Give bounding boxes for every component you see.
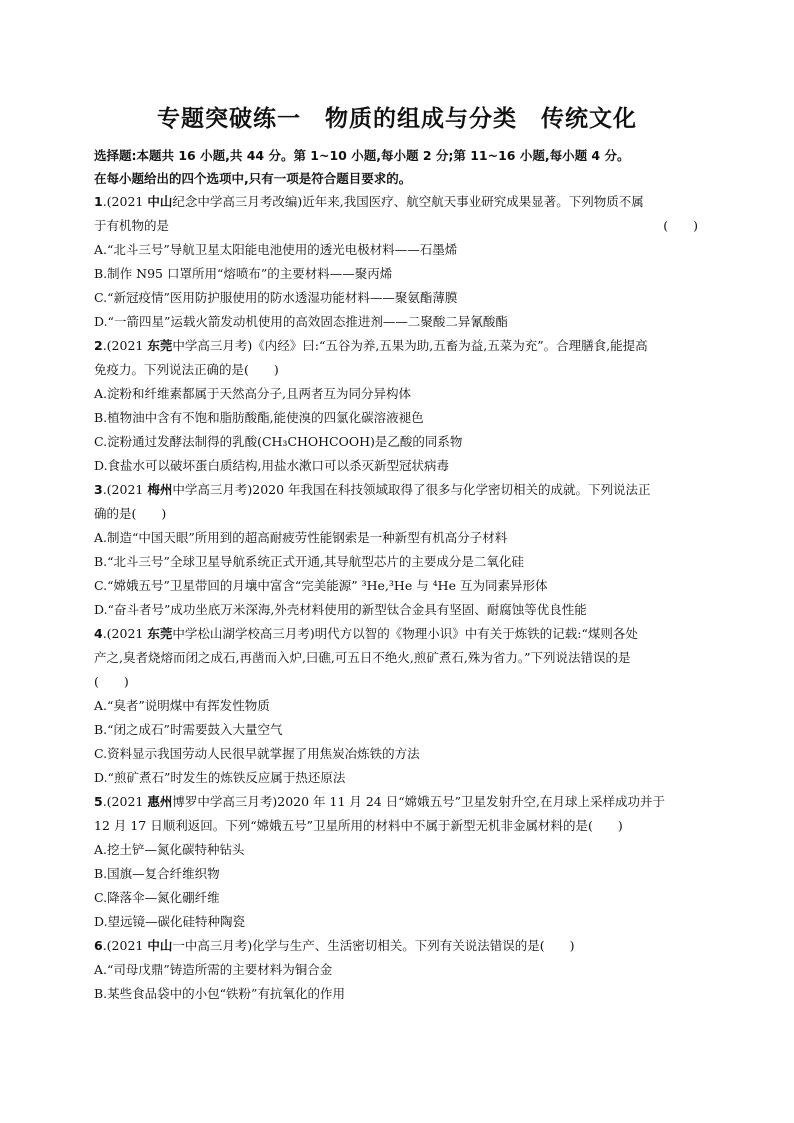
option-d: D.“奋斗者号”成功坐底万米深海,外壳材料使用的新型钛合金具有坚固、耐腐蚀等优良性能 (94, 602, 587, 617)
option-b: B.植物油中含有不饱和脂肪酸酯,能使溴的四氯化碳溶液褪色 (94, 410, 424, 425)
question-source-city: 中山 (147, 194, 173, 209)
question-text: 一中高三月考)化学与生产、生活密切相关。下列有关说法错误的是( ) (172, 938, 575, 953)
question-stem-cont: 12 月 17 日顺利返回。下列“嫦娥五号”卫星所用的材料中不属于新型无机非金属材料的是( ) (94, 818, 623, 833)
option-b: B.“闭之成石”时需要鼓入大量空气 (94, 722, 283, 737)
question-number: 2 (94, 338, 103, 353)
page-title: 专题突破练一 物质的组成与分类 传统文化 (157, 106, 637, 132)
question-5 (94, 790, 700, 934)
question-number: 3 (94, 482, 103, 497)
question-stem (94, 790, 700, 814)
option-d: D.望远镜—碳化硅特种陶瓷 (94, 914, 246, 929)
question-source-prefix: .(2021 (102, 938, 148, 953)
question-stem (94, 190, 700, 214)
question-source-prefix: .(2021 (102, 194, 148, 209)
question-4 (94, 622, 700, 790)
question-source-city: 梅州 (147, 482, 173, 497)
question-stem (94, 622, 700, 646)
question-source-prefix: .(2021 (102, 482, 148, 497)
question-source-city: 东莞 (147, 626, 173, 641)
option-a: A.淀粉和纤维素都属于天然高分子,且两者互为同分异构体 (94, 386, 411, 401)
option-a: A.“司母戊鼎”铸造所需的主要材料为铜合金 (94, 962, 333, 977)
question-number: 6 (94, 938, 103, 953)
question-text: 于有机物的是 (94, 218, 170, 233)
option-a: A.挖土铲—氮化碳特种钻头 (94, 842, 245, 857)
option-b: B.国旗—复合纤维织物 (94, 866, 220, 881)
question-text: 博罗中学高三月考)2020 年 11 月 24 日“嫦娥五号”卫星发射升空,在月球上采样成功并于 (172, 794, 665, 809)
question-source-city: 中山 (147, 938, 173, 953)
question-text: 中学高三月考)2020 年我国在科技领域取得了很多与化学密切相关的成就。下列说法正 (172, 482, 651, 497)
document-page (94, 104, 700, 1006)
option-b: B.某些食品袋中的小包“铁粉”有抗氧化的作用 (94, 986, 345, 1001)
question-source-prefix: .(2021 (102, 794, 148, 809)
option-c: C.淀粉通过发酵法制得的乳酸(CH₃CHOHCOOH)是乙酸的同系物 (94, 434, 463, 449)
option-a: A.制造“中国天眼”所用到的超高耐疲劳性能钢索是一种新型有机高分子材料 (94, 530, 508, 545)
option-c: C.“新冠疫情”医用防护服使用的防水透湿功能材料——聚氨酯薄膜 (94, 290, 458, 305)
option-d: D.食盐水可以破坏蛋白质结构,用盐水漱口可以杀灭新型冠状病毒 (94, 458, 450, 473)
option-c: C.资料显示我国劳动人民很早就掌握了用焦炭冶炼铁的方法 (94, 746, 420, 761)
answer-blank: ( ) (94, 674, 129, 689)
question-stem-cont: 产之,臭者烧熔而闭之成石,再凿而入炉,曰礁,可五日不绝火,煎矿煮石,殊为省力。”下列说法错误的是 (94, 650, 631, 665)
question-text: 中学松山湖学校高三月考)明代方以智的《物理小识》中有关于炼铁的记载:“煤则各处 (172, 626, 638, 641)
question-number: 5 (94, 794, 103, 809)
question-source-city: 东莞 (147, 338, 173, 353)
question-6 (94, 934, 700, 1006)
option-d: D.“煎矿煮石”时发生的炼铁反应属于热还原法 (94, 770, 346, 785)
option-c: C.降落伞—氮化硼纤维 (94, 890, 220, 905)
option-b: B.制作 N95 口罩所用“熔喷布”的主要材料——聚丙烯 (94, 266, 393, 281)
question-2 (94, 334, 700, 478)
question-source-prefix: .(2021 (102, 626, 148, 641)
question-number: 1 (94, 194, 103, 209)
option-c: C.“嫦娥五号”卫星带回的月壤中富含“完美能源” ³He,³He 与 ⁴He 互为同素异形体 (94, 578, 548, 593)
answer-blank: ( ) (663, 218, 698, 233)
question-text: 中学高三月考)《内经》曰:“五谷为养,五果为助,五畜为益,五菜为充”。合理膳食,能提高 (172, 338, 648, 353)
question-stem (94, 478, 700, 502)
question-stem (94, 334, 700, 358)
option-b: B.“北斗三号”全球卫星导航系统正式开通,其导航型芯片的主要成分是二氧化硅 (94, 554, 524, 569)
question-stem-cont: 确的是( ) (94, 506, 167, 521)
question-stem-cont: 免疫力。下列说法正确的是( ) (94, 362, 279, 377)
option-d: D.“一箭四星”运载火箭发动机使用的高效固态推进剂——二聚酸二异氰酸酯 (94, 314, 508, 329)
question-stem (94, 934, 700, 958)
question-text: 纪念中学高三月考改编)近年来,我国医疗、航空航天事业研究成果显著。下列物质不属 (172, 194, 644, 209)
instructions-line-2: 在每小题给出的四个选项中,只有一项是符合题目要求的。 (94, 171, 412, 186)
option-a: A.“臭者”说明煤中有挥发性物质 (94, 698, 270, 713)
question-stem-cont (94, 214, 700, 238)
question-number: 4 (94, 626, 103, 641)
question-source-city: 惠州 (147, 794, 173, 809)
question-1 (94, 190, 700, 334)
question-3 (94, 478, 700, 622)
instructions-line-1: 选择题:本题共 16 小题,共 44 分。第 1~10 小题,每小题 2 分;第 11~16 小题,每小题 4 分。 (94, 148, 630, 163)
question-source-prefix: .(2021 (102, 338, 148, 353)
option-a: A.“北斗三号”导航卫星太阳能电池使用的透光电极材料——石墨烯 (94, 242, 458, 257)
